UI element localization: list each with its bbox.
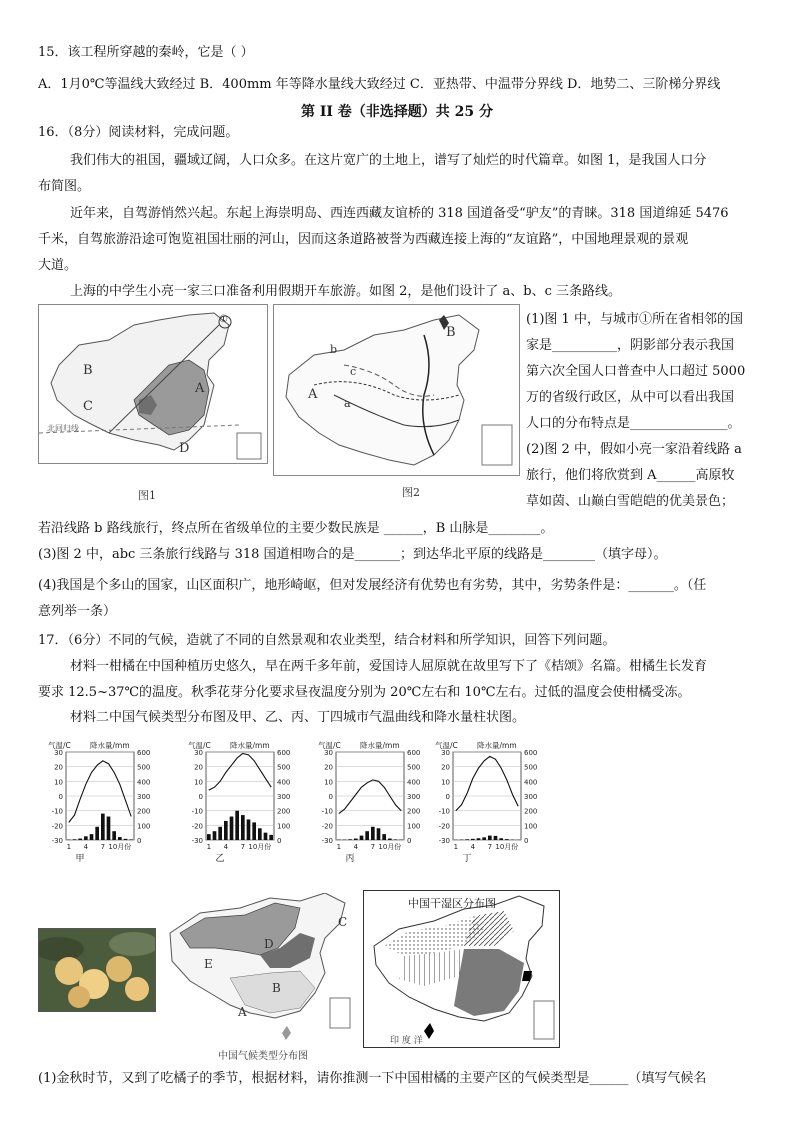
precip-bar	[371, 827, 375, 840]
chart-xtick: 1	[453, 843, 459, 851]
chart-ytick-right: 200	[524, 807, 538, 816]
q16-q4-line2: 意列举一条）	[38, 604, 117, 619]
climate-map-label-c: C	[338, 915, 348, 929]
chart-ytick-left: 30	[54, 749, 63, 757]
q17-material1-line1: 材料一柑橘在中国种植历史悠久，早在两千多年前，爱国诗人屈原就在故里写下了《桔颂》名篇。柑橘生长发育	[70, 659, 708, 674]
fig2-label-route-a: a	[344, 397, 351, 410]
q16-side-line8: 草如茵、山巅白雪皑皑的优美景色；	[526, 494, 735, 509]
q16-q2-continued: 若沿线路 b 路线旅行，终点所在省级单位的主要少数民族是 ______，B 山脉是________。	[38, 521, 554, 536]
q17-material2: 材料二中国气候类型分布图及甲、乙、丙、丁四城市气温曲线和降水量柱状图。	[70, 710, 526, 725]
chart-ytick-right: 0	[524, 837, 529, 845]
chart-ytick-left: 20	[194, 763, 203, 772]
precip-bar	[269, 835, 273, 840]
temp-curve	[456, 756, 518, 810]
precip-bar	[95, 827, 99, 840]
chart-ytick-left: 0	[445, 793, 450, 801]
orange-fruit-photo	[38, 928, 156, 1012]
chart-city-name: 甲	[75, 854, 85, 863]
chart-ytick-right: 500	[137, 763, 151, 772]
q16-para3: 上海的中学生小亮一家三口准备利用假期开车旅游。如图 2，是他们设计了 a、b、c 三条路线。	[70, 284, 622, 299]
dry-map-title: 中国干湿区分布图	[408, 897, 496, 910]
precip-bar	[235, 811, 239, 840]
chart-temp-axis-label: 气温/C	[188, 741, 211, 750]
fig1-label-c: C	[83, 399, 93, 414]
chart-ytick-left: 30	[324, 749, 333, 757]
precip-bar	[247, 819, 251, 840]
precip-bar	[90, 834, 94, 840]
chart-ytick-right: 300	[524, 793, 538, 801]
precip-bar	[505, 839, 509, 840]
q16-side-line3: 第六次全国人口普查中人口超过 5000	[526, 364, 746, 379]
precip-bar	[482, 837, 486, 840]
chart-ytick-left: 10	[54, 778, 63, 787]
chart-city-name: 乙	[215, 854, 225, 863]
precip-bar	[382, 834, 386, 840]
chart-ytick-right: 600	[137, 749, 151, 757]
q15-options: A．1月0℃等温线大致经过 B．400mm 年等降水量线大致经过 C．亚热带、中温带分界线 D．地势二、三阶梯分界线	[38, 77, 721, 92]
chart-ytick-left: -30	[438, 837, 450, 845]
chart-city-name: 丙	[345, 854, 355, 863]
chart-ytick-left: 20	[54, 763, 63, 772]
fig2-label-route-b: b	[330, 343, 338, 356]
chart-xtick: 4	[83, 843, 89, 851]
climate-map-label-e: E	[204, 957, 213, 971]
q16-side-line2: 家是__________，阴影部分表示我国	[526, 338, 735, 353]
precip-bar	[224, 821, 228, 840]
chart-ytick-right: 100	[277, 822, 291, 831]
fig2-label-route-c: c	[350, 365, 357, 378]
precip-bar	[388, 839, 392, 840]
precip-bar	[365, 831, 369, 840]
fig2-label-a-plateau: A	[308, 387, 318, 402]
chart-ytick-left: 0	[198, 793, 203, 801]
q16-para2-line2: 千米，自驾旅游沿途可饱览祖国壮丽的河山，因而这条道路被誉为西藏连接上海的“友谊路”，中国地理景观的景观	[38, 232, 689, 247]
q16-q4-line1: (4)我国是个多山的国家，山区面积广，地形崎岖，但对发展经济有优势也有劣势，其中，劣势条件是：_______。（任	[38, 578, 707, 593]
precip-bar	[124, 839, 128, 840]
chart-ytick-left: 0	[328, 793, 333, 801]
precip-bar	[377, 828, 381, 840]
q16-para2-line3: 大道。	[38, 258, 78, 273]
fig1-label-a: A	[195, 381, 205, 396]
china-dry-wet-zone-map	[363, 890, 560, 1048]
q16-side-line1: (1)图 1 中，与城市①所在省相邻的国	[526, 312, 743, 327]
chart-ytick-right: 400	[277, 778, 291, 787]
chart-precip-axis-label: 降水量/mm	[90, 741, 130, 750]
climate-chart-2	[308, 738, 433, 863]
chart-temp-axis-label: 气温/C	[318, 741, 341, 750]
chart-ytick-right: 0	[137, 837, 142, 845]
precip-bar	[465, 839, 469, 840]
climate-map-label-b: B	[272, 981, 281, 995]
temp-curve	[339, 780, 401, 814]
chart-ytick-right: 300	[277, 793, 291, 801]
chart-ytick-right: 0	[277, 837, 282, 845]
chart-xtick: 4	[223, 843, 229, 851]
fig1-label-d: D	[179, 441, 190, 456]
chart-ytick-right: 600	[407, 749, 421, 757]
climate-map-label-a: A	[238, 1005, 247, 1019]
chart-ytick-right: 400	[407, 778, 421, 787]
chart-ytick-left: 10	[194, 778, 203, 787]
chart-ytick-left: 10	[441, 778, 450, 787]
climate-chart-1	[178, 738, 303, 863]
chart-ytick-right: 300	[407, 793, 421, 801]
figure1-caption: 图1	[138, 489, 156, 502]
chart-ytick-right: 200	[277, 807, 291, 816]
chart-ytick-left: 20	[441, 763, 450, 772]
chart-ytick-right: 0	[407, 837, 412, 845]
chart-city-name: 丁	[462, 854, 472, 863]
precip-bar	[488, 836, 492, 840]
precip-bar	[73, 839, 77, 840]
precip-bar	[354, 839, 358, 840]
chart-xtick: 1	[66, 843, 72, 851]
chart-xtick: 7	[370, 843, 376, 851]
precip-bar	[258, 828, 262, 840]
chart-ytick-right: 500	[407, 763, 421, 772]
chart-ytick-left: -10	[51, 807, 63, 816]
chart-ytick-left: -10	[438, 807, 450, 816]
chart-ytick-left: 30	[194, 749, 203, 757]
fig2-label-b-mountain: B	[446, 325, 456, 340]
climate-chart-3	[425, 738, 550, 863]
chart-xtick: 7	[100, 843, 106, 851]
q17-material1-line2: 要求 12.5~37℃的温度。秋季花芽分化要求昼夜温度分别为 20℃左右和 10℃左右。过低的温度会使柑橘受冻。	[38, 685, 691, 700]
temp-curve	[69, 761, 131, 823]
chart-ytick-left: -30	[51, 837, 63, 845]
q16-para1-line2: 布简图。	[38, 179, 91, 194]
q16-side-line6: (2)图 2 中，假如小亮一家沿着线路 a	[526, 442, 742, 457]
q16-side-line5: 人口的分布特点是_______________。	[526, 416, 741, 431]
q16-para2-line1: 近年来，自驾游悄然兴起。东起上海崇明岛、西连西藏友谊桥的 318 国道备受“驴友”的青睐。318 国道绵延 5476	[70, 206, 729, 221]
precip-bar	[241, 815, 245, 840]
climate-chart-0	[38, 738, 163, 863]
precip-bar	[112, 831, 116, 840]
chart-ytick-right: 400	[524, 778, 538, 787]
chart-ytick-left: 30	[441, 749, 450, 757]
chart-xtick: 4	[353, 843, 359, 851]
precip-bar	[252, 822, 256, 840]
precip-bar	[264, 833, 268, 840]
q17-q1: (1)金秋时节，又到了吃橘子的季节，根据材料，请你推测一下中国柑橘的主要产区的气候类型是______（填写气候名	[38, 1071, 707, 1086]
precip-bar	[218, 827, 222, 840]
figure2-caption: 图2	[402, 486, 420, 499]
chart-ytick-left: 10	[324, 778, 333, 787]
chart-xtick: 1	[336, 843, 342, 851]
chart-xtick: 10月份	[378, 843, 402, 851]
fig1-label-b: B	[83, 363, 93, 378]
chart-ytick-left: -20	[321, 822, 333, 831]
chart-precip-axis-label: 降水量/mm	[360, 741, 400, 750]
precip-bar	[499, 838, 503, 840]
q17-stem: 17．（6分）不同的气候，造就了不同的自然景观和农业类型，结合材料和所学知识，回答下列问题。	[38, 633, 616, 648]
china-climate-type-map	[160, 893, 355, 1045]
chart-temp-axis-label: 气温/C	[435, 741, 458, 750]
precip-bar	[348, 839, 352, 840]
precip-bar	[118, 837, 122, 840]
chart-ytick-right: 500	[524, 763, 538, 772]
chart-precip-axis-label: 降水量/mm	[477, 741, 517, 750]
q16-para1-line1: 我们伟大的祖国，疆域辽阔，人口众多。在这片宽广的土地上，谱写了灿烂的时代篇章。如图 1，是我国人口分	[70, 153, 707, 168]
precip-bar	[394, 839, 398, 840]
chart-ytick-right: 200	[137, 807, 151, 816]
chart-ytick-right: 600	[524, 749, 538, 757]
q15-stem: 15．该工程所穿越的秦岭，它是（ ）	[38, 45, 254, 60]
chart-xtick: 10月份	[495, 843, 519, 851]
precip-bar	[471, 839, 475, 840]
chart-xtick: 10月份	[108, 843, 132, 851]
chart-xtick: 7	[487, 843, 493, 851]
chart-xtick: 1	[206, 843, 212, 851]
chart-ytick-right: 400	[137, 778, 151, 787]
chart-ytick-left: 0	[58, 793, 63, 801]
chart-ytick-left: 20	[324, 763, 333, 772]
q16-stem: 16．（8分）阅读材料，完成问题。	[38, 125, 239, 140]
chart-xtick: 4	[470, 843, 476, 851]
precip-bar	[207, 834, 211, 840]
precip-bar	[101, 814, 105, 840]
q16-side-line4: 万的省级行政区，从中可以看出我国	[526, 390, 735, 405]
chart-ytick-right: 600	[277, 749, 291, 757]
precip-bar	[129, 839, 133, 840]
section-title: 第 II 卷（非选择题）共 25 分	[300, 104, 494, 120]
precip-bar	[360, 836, 364, 840]
chart-ytick-right: 300	[137, 793, 151, 801]
climate-map-caption: 中国气候类型分布图	[218, 1051, 308, 1062]
chart-ytick-left: -30	[191, 837, 203, 845]
chart-xtick: 10月份	[248, 843, 272, 851]
chart-xtick: 7	[240, 843, 246, 851]
chart-ytick-right: 100	[524, 822, 538, 831]
precip-bar	[494, 836, 498, 840]
precip-bar	[477, 838, 481, 840]
q16-side-line7: 旅行，他们将欣赏到 A______高原牧	[526, 468, 735, 483]
precip-bar	[84, 836, 88, 840]
chart-ytick-left: -30	[321, 837, 333, 845]
chart-ytick-right: 500	[277, 763, 291, 772]
precip-bar	[78, 839, 82, 840]
chart-ytick-right: 100	[407, 822, 421, 831]
climate-map-label-d: D	[264, 937, 274, 951]
chart-ytick-right: 200	[407, 807, 421, 816]
dry-map-sea-label: 印 度 洋	[390, 1036, 423, 1046]
chart-temp-axis-label: 气温/C	[48, 741, 71, 750]
chart-precip-axis-label: 降水量/mm	[230, 741, 270, 750]
fig1-label-tropic: 北回归线	[47, 424, 79, 433]
fig1-label-circle1: ①	[219, 314, 228, 325]
chart-ytick-left: -20	[51, 822, 63, 831]
figure1-population-map	[38, 304, 268, 464]
chart-ytick-right: 100	[137, 822, 151, 831]
precip-bar	[213, 831, 217, 840]
chart-ytick-left: -20	[191, 822, 203, 831]
q16-q3: (3)图 2 中，abc 三条旅行线路与 318 国道相吻合的是_______；到达华北平原的线路是________（填字母）。	[38, 547, 667, 562]
temp-curve	[209, 754, 271, 791]
chart-ytick-left: -20	[438, 822, 450, 831]
precip-bar	[107, 817, 111, 840]
chart-ytick-left: -10	[191, 807, 203, 816]
figure2-route-map	[273, 304, 520, 476]
chart-ytick-left: -10	[321, 807, 333, 816]
precip-bar	[230, 817, 234, 840]
